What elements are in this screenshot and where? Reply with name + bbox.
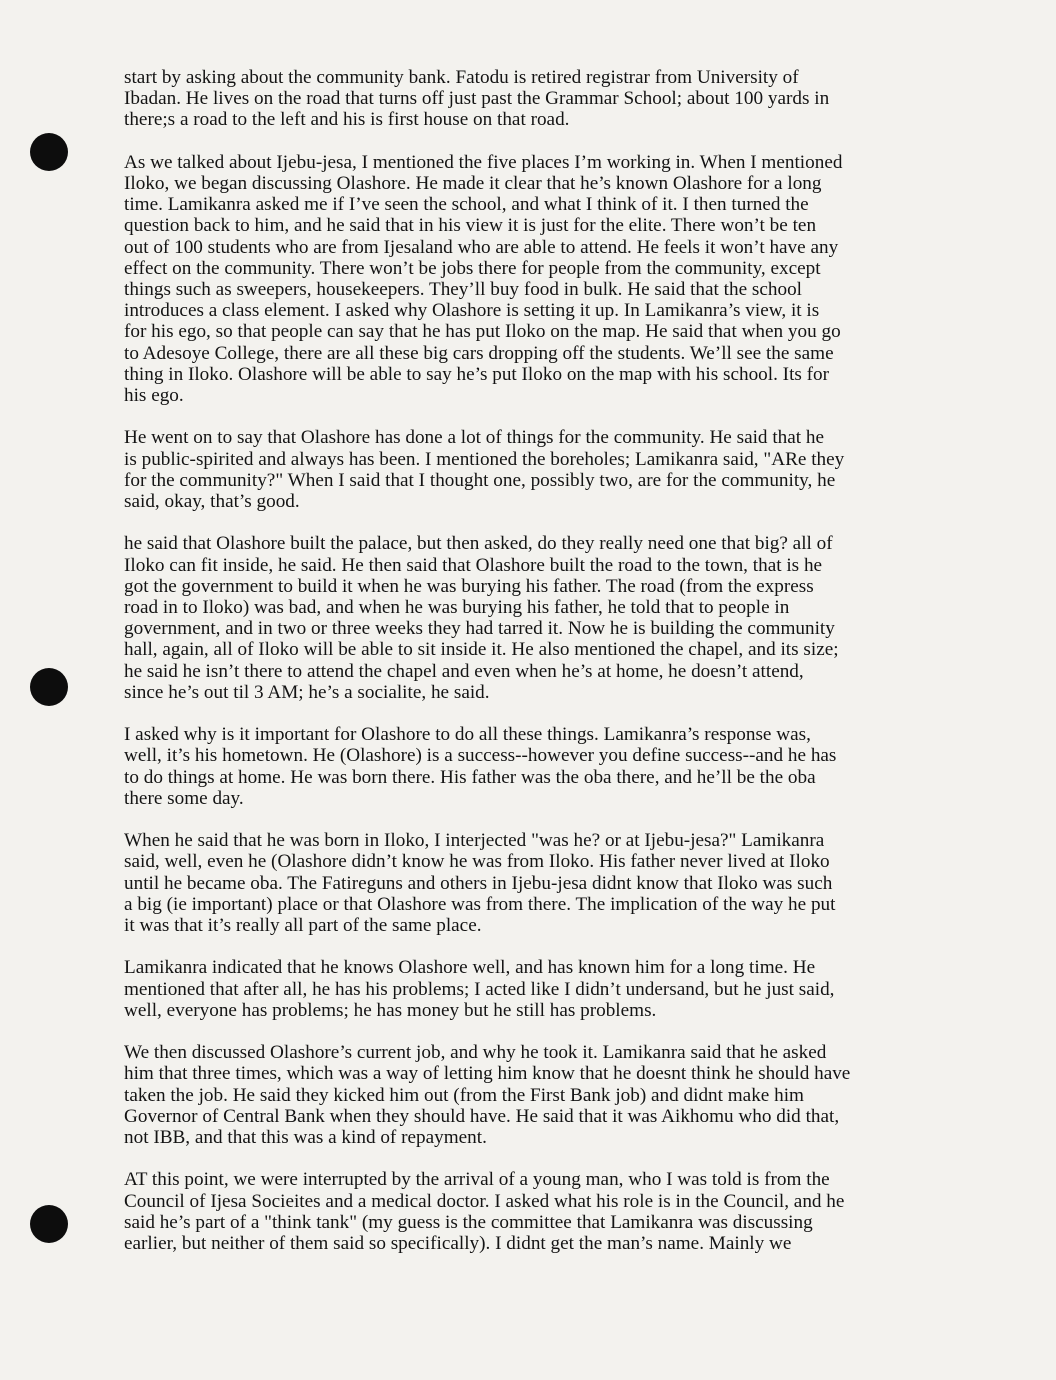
text-line: introduces a class element. I asked why Olashore is setting it up. In Lamikanra’s view, it is: [124, 300, 820, 322]
text-line: taken the job. He said they kicked him out (from the First Bank job) and didnt make him: [124, 1084, 804, 1106]
text-line: to Adesoye College, there are all these big cars dropping off the students. We’ll see the same: [124, 342, 834, 364]
text-line: road in to Iloko) was bad, and when he was burying his father, he told that to people in: [124, 597, 790, 619]
text-line: until he became oba. The Fatireguns and others in Ijebu-jesa didnt know that Iloko was such: [124, 872, 833, 894]
text-line: mentioned that after all, he has his problems; I acted like I didn’t undersand, but he just said,: [124, 978, 835, 1000]
punch-hole-middle: [30, 668, 68, 706]
text-line: there some day.: [124, 787, 244, 809]
text-line: I asked why is it important for Olashore to do all these things. Lamikanra’s response was,: [124, 724, 811, 746]
text-line: well, it’s his hometown. He (Olashore) is a success--however you define success--and he has: [124, 745, 837, 767]
text-line: AT this point, we were interrupted by the arrival of a young man, who I was told is from the: [124, 1169, 830, 1191]
text-line: As we talked about Ijebu-jesa, I mentioned the five places I’m working in. When I mentioned: [124, 151, 843, 173]
text-line: Ibadan. He lives on the road that turns off just past the Grammar School; about 100 yards in: [124, 88, 830, 110]
text-line: said, okay, that’s good.: [124, 491, 300, 513]
punch-hole-bottom: [30, 1205, 68, 1243]
punch-hole-top: [30, 133, 68, 171]
text-line: him that three times, which was a way of letting him know that he doesnt think he should have: [124, 1063, 851, 1085]
text-line: out of 100 students who are from Ijesaland who are able to attend. He feels it won’t have any: [124, 236, 839, 258]
text-line: to do things at home. He was born there. His father was the oba there, and he’ll be the oba: [124, 766, 816, 788]
text-line: is public-spirited and always has been. I mentioned the boreholes; Lamikanra said, "ARe they: [124, 448, 845, 470]
paragraph: [124, 533, 944, 703]
text-line: his ego.: [124, 385, 184, 407]
text-line: hall, again, all of Iloko will be able to sit inside it. He also mentioned the chapel, and its size;: [124, 639, 839, 661]
paragraph: [124, 1169, 944, 1254]
text-line: Iloko, we began discussing Olashore. He made it clear that he’s known Olashore for a long: [124, 173, 822, 194]
text-line: got the government to build it when he was burying his father. The road (from the express: [124, 575, 814, 597]
text-line: time. Lamikanra asked me if I’ve seen the school, and what I think of it. I then turned the: [124, 194, 809, 216]
text-line: earlier, but neither of them said so specifically). I didnt get the man’s name. Mainly we: [124, 1233, 792, 1255]
text-line: a big (ie important) place or that Olashore was from there. The implication of the way he put: [124, 893, 836, 915]
text-line: since he’s out til 3 AM; he’s a socialite, he said.: [124, 681, 490, 703]
paragraph: [124, 724, 944, 809]
text-line: not IBB, and that this was a kind of repayment.: [124, 1127, 487, 1149]
text-line: for his ego, so that people can say that he has put Iloko on the map. He said that when you go: [124, 321, 841, 343]
text-line: thing in Iloko. Olashore will be able to say he’s put Iloko on the map with his school. Its for: [124, 363, 830, 385]
text-line: well, everyone has problems; he has money but he still has problems.: [124, 999, 657, 1021]
paragraph: [124, 830, 944, 936]
paragraph: [124, 152, 944, 406]
text-line: We then discussed Olashore’s current job, and why he took it. Lamikanra said that he asked: [124, 1042, 827, 1064]
text-line: there;s a road to the left and his is first house on that road.: [124, 109, 570, 131]
text-line: government, and in two or three weeks they had tarred it. Now he is building the community: [124, 618, 835, 640]
text-line: When he said that he was born in Iloko, I interjected "was he? or at Ijebu-jesa?" Lamikanra: [124, 830, 825, 852]
text-line: it was that it’s really all part of the same place.: [124, 915, 482, 937]
text-line: Lamikanra indicated that he knows Olashore well, and has known him for a long time. He: [124, 957, 816, 979]
text-line: things such as sweepers, housekeepers. They’ll buy food in bulk. He said that the school: [124, 279, 802, 301]
text-line: said, well, even he (Olashore didn’t know he was from Iloko. His father never lived at Iloko: [124, 851, 830, 873]
paragraph: [124, 427, 944, 512]
paragraph: [124, 67, 944, 131]
text-line: start by asking about the community bank. Fatodu is retired registrar from University of: [124, 67, 799, 88]
paragraph: [124, 1042, 944, 1148]
text-line: he said that Olashore built the palace, but then asked, do they really need one that big? all of: [124, 533, 833, 555]
text-line: He went on to say that Olashore has done a lot of things for the community. He said that he: [124, 427, 825, 449]
text-line: for the community?" When I said that I thought one, possibly two, are for the community, he: [124, 469, 836, 491]
text-line: Governor of Central Bank when they should have. He said that it was Aikhomu who did that,: [124, 1105, 840, 1127]
paragraph: [124, 957, 944, 1021]
text-line: he said he isn’t there to attend the chapel and even when he’s at home, he doesn’t attend,: [124, 660, 804, 682]
text-line: said he’s part of a "think tank" (my guess is the committee that Lamikanra was discussing: [124, 1211, 813, 1233]
document-body: [124, 67, 944, 1275]
text-line: question back to him, and he said that in his view it is just for the elite. There won’t be ten: [124, 215, 817, 237]
text-line: Iloko can fit inside, he said. He then said that Olashore built the road to the town, that is he: [124, 554, 823, 576]
text-line: Council of Ijesa Socieites and a medical doctor. I asked what his role is in the Council, and he: [124, 1190, 845, 1212]
text-line: effect on the community. There won’t be jobs there for people from the community, except: [124, 257, 821, 279]
